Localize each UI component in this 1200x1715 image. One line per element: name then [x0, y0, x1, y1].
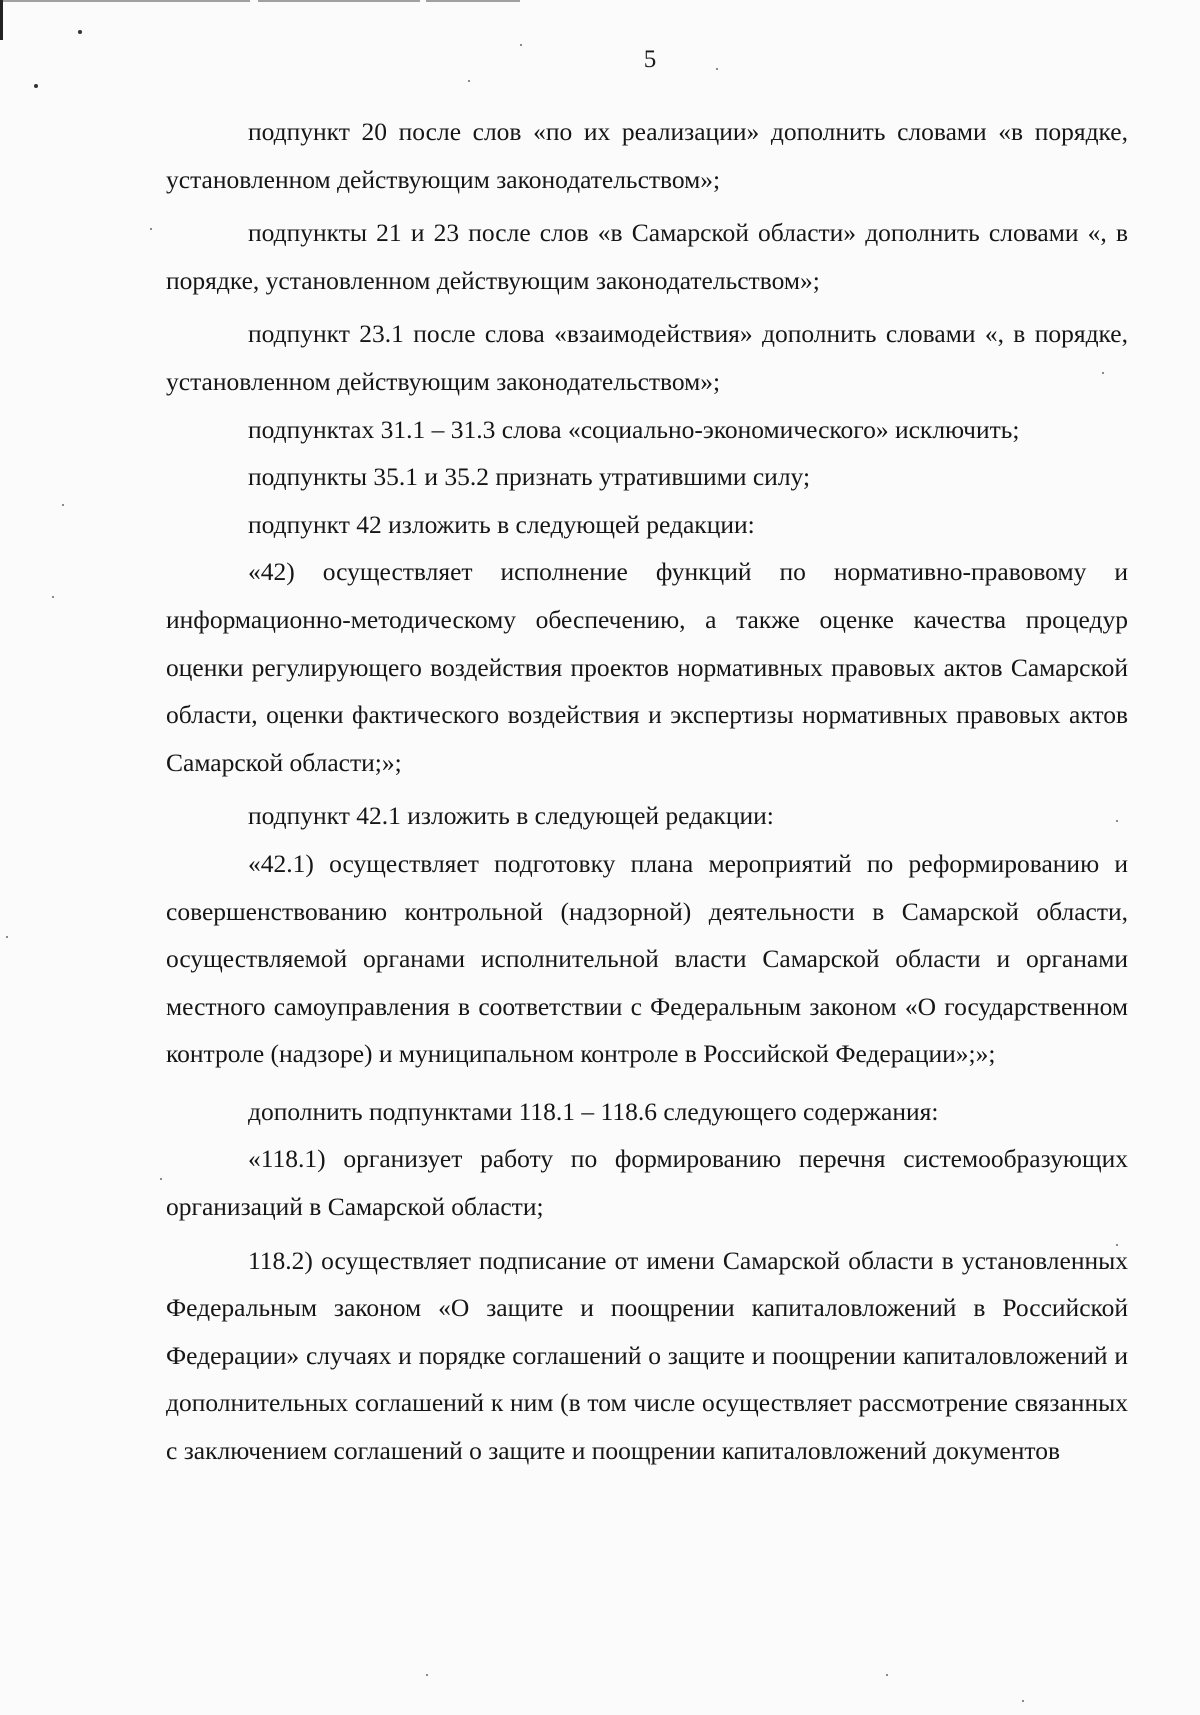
scan-speck	[34, 84, 38, 88]
paragraph: подпункты 21 и 23 после слов «в Самарской области» дополнить словами «, в порядке, установленном действующим законодательством»;	[166, 218, 1128, 295]
scan-edge-gap	[250, 0, 258, 3]
scan-speck	[160, 1178, 162, 1180]
scan-speck	[6, 936, 8, 938]
page-number: 5	[643, 46, 657, 73]
scan-edge-line	[0, 0, 520, 5]
paragraph: подпункт 42.1 изложить в следующей редакции:	[248, 801, 774, 831]
scan-left-mark	[0, 0, 3, 40]
paragraph: подпункт 23.1 после слова «взаимодействия» дополнить словами «, в порядке, установленном действующим законодательством»;	[166, 319, 1128, 396]
paragraph: подпункт 20 после слов «по их реализации» дополнить словами «в порядке, установленном действующим законодательством»;	[166, 117, 1128, 194]
scan-speck	[78, 30, 82, 34]
paragraph: дополнить подпунктами 118.1 – 118.6 следующего содержания:	[248, 1096, 939, 1126]
paragraph: «42.1) осуществляет подготовку плана мероприятий по реформированию и совершенствованию контрольной (надзорной) деятельности в Самарской области, осуществляемой органами исполнительной власти Самарской области и органами местного самоуправления в соответствии с Федеральным законом «О государственном контроле (надзоре) и муниципальном контроле в Российской Федерации»;»;	[166, 848, 1128, 1069]
paragraph: подпункт 42 изложить в следующей редакции:	[248, 509, 755, 539]
scan-speck	[886, 1674, 888, 1676]
scan-edge-gap	[420, 0, 426, 3]
scan-speck	[52, 596, 54, 598]
scan-speck	[150, 228, 152, 230]
scan-speck	[1022, 1700, 1024, 1702]
paragraph: «118.1) организует работу по формированию перечня системообразующих организаций в Самарской области;	[166, 1144, 1128, 1222]
paragraph: подпунктах 31.1 – 31.3 слова «социально-экономического» исключить;	[248, 414, 1020, 444]
scan-speck	[62, 504, 64, 506]
scan-speck	[468, 80, 470, 82]
paragraph: 118.2) осуществляет подписание от имени Самарской области в установленных Федеральным законом «О защите и поощрении капиталовложений в Российской Федерации» случаях и порядке соглашений о защите и поощрении капиталовложений и дополнительных соглашений к ним (в том числе осуществляет рассмотрение связанных с заключением соглашений о защите и поощрении капиталовложений документов	[166, 1245, 1128, 1466]
paragraph: «42) осуществляет исполнение функций по нормативно-правовому и информационно-методическому обеспечению, а также оценке качества процедур оценки регулирующего воздействия проектов нормативных правовых актов Самарской области, оценки фактического воздействия и экспертизы нормативных правовых актов Самарской области;»;	[166, 557, 1128, 777]
document-body	[166, 108, 1128, 1475]
scan-speck	[426, 1674, 428, 1676]
paragraph: подпункты 35.1 и 35.2 признать утратившими силу;	[248, 462, 811, 492]
